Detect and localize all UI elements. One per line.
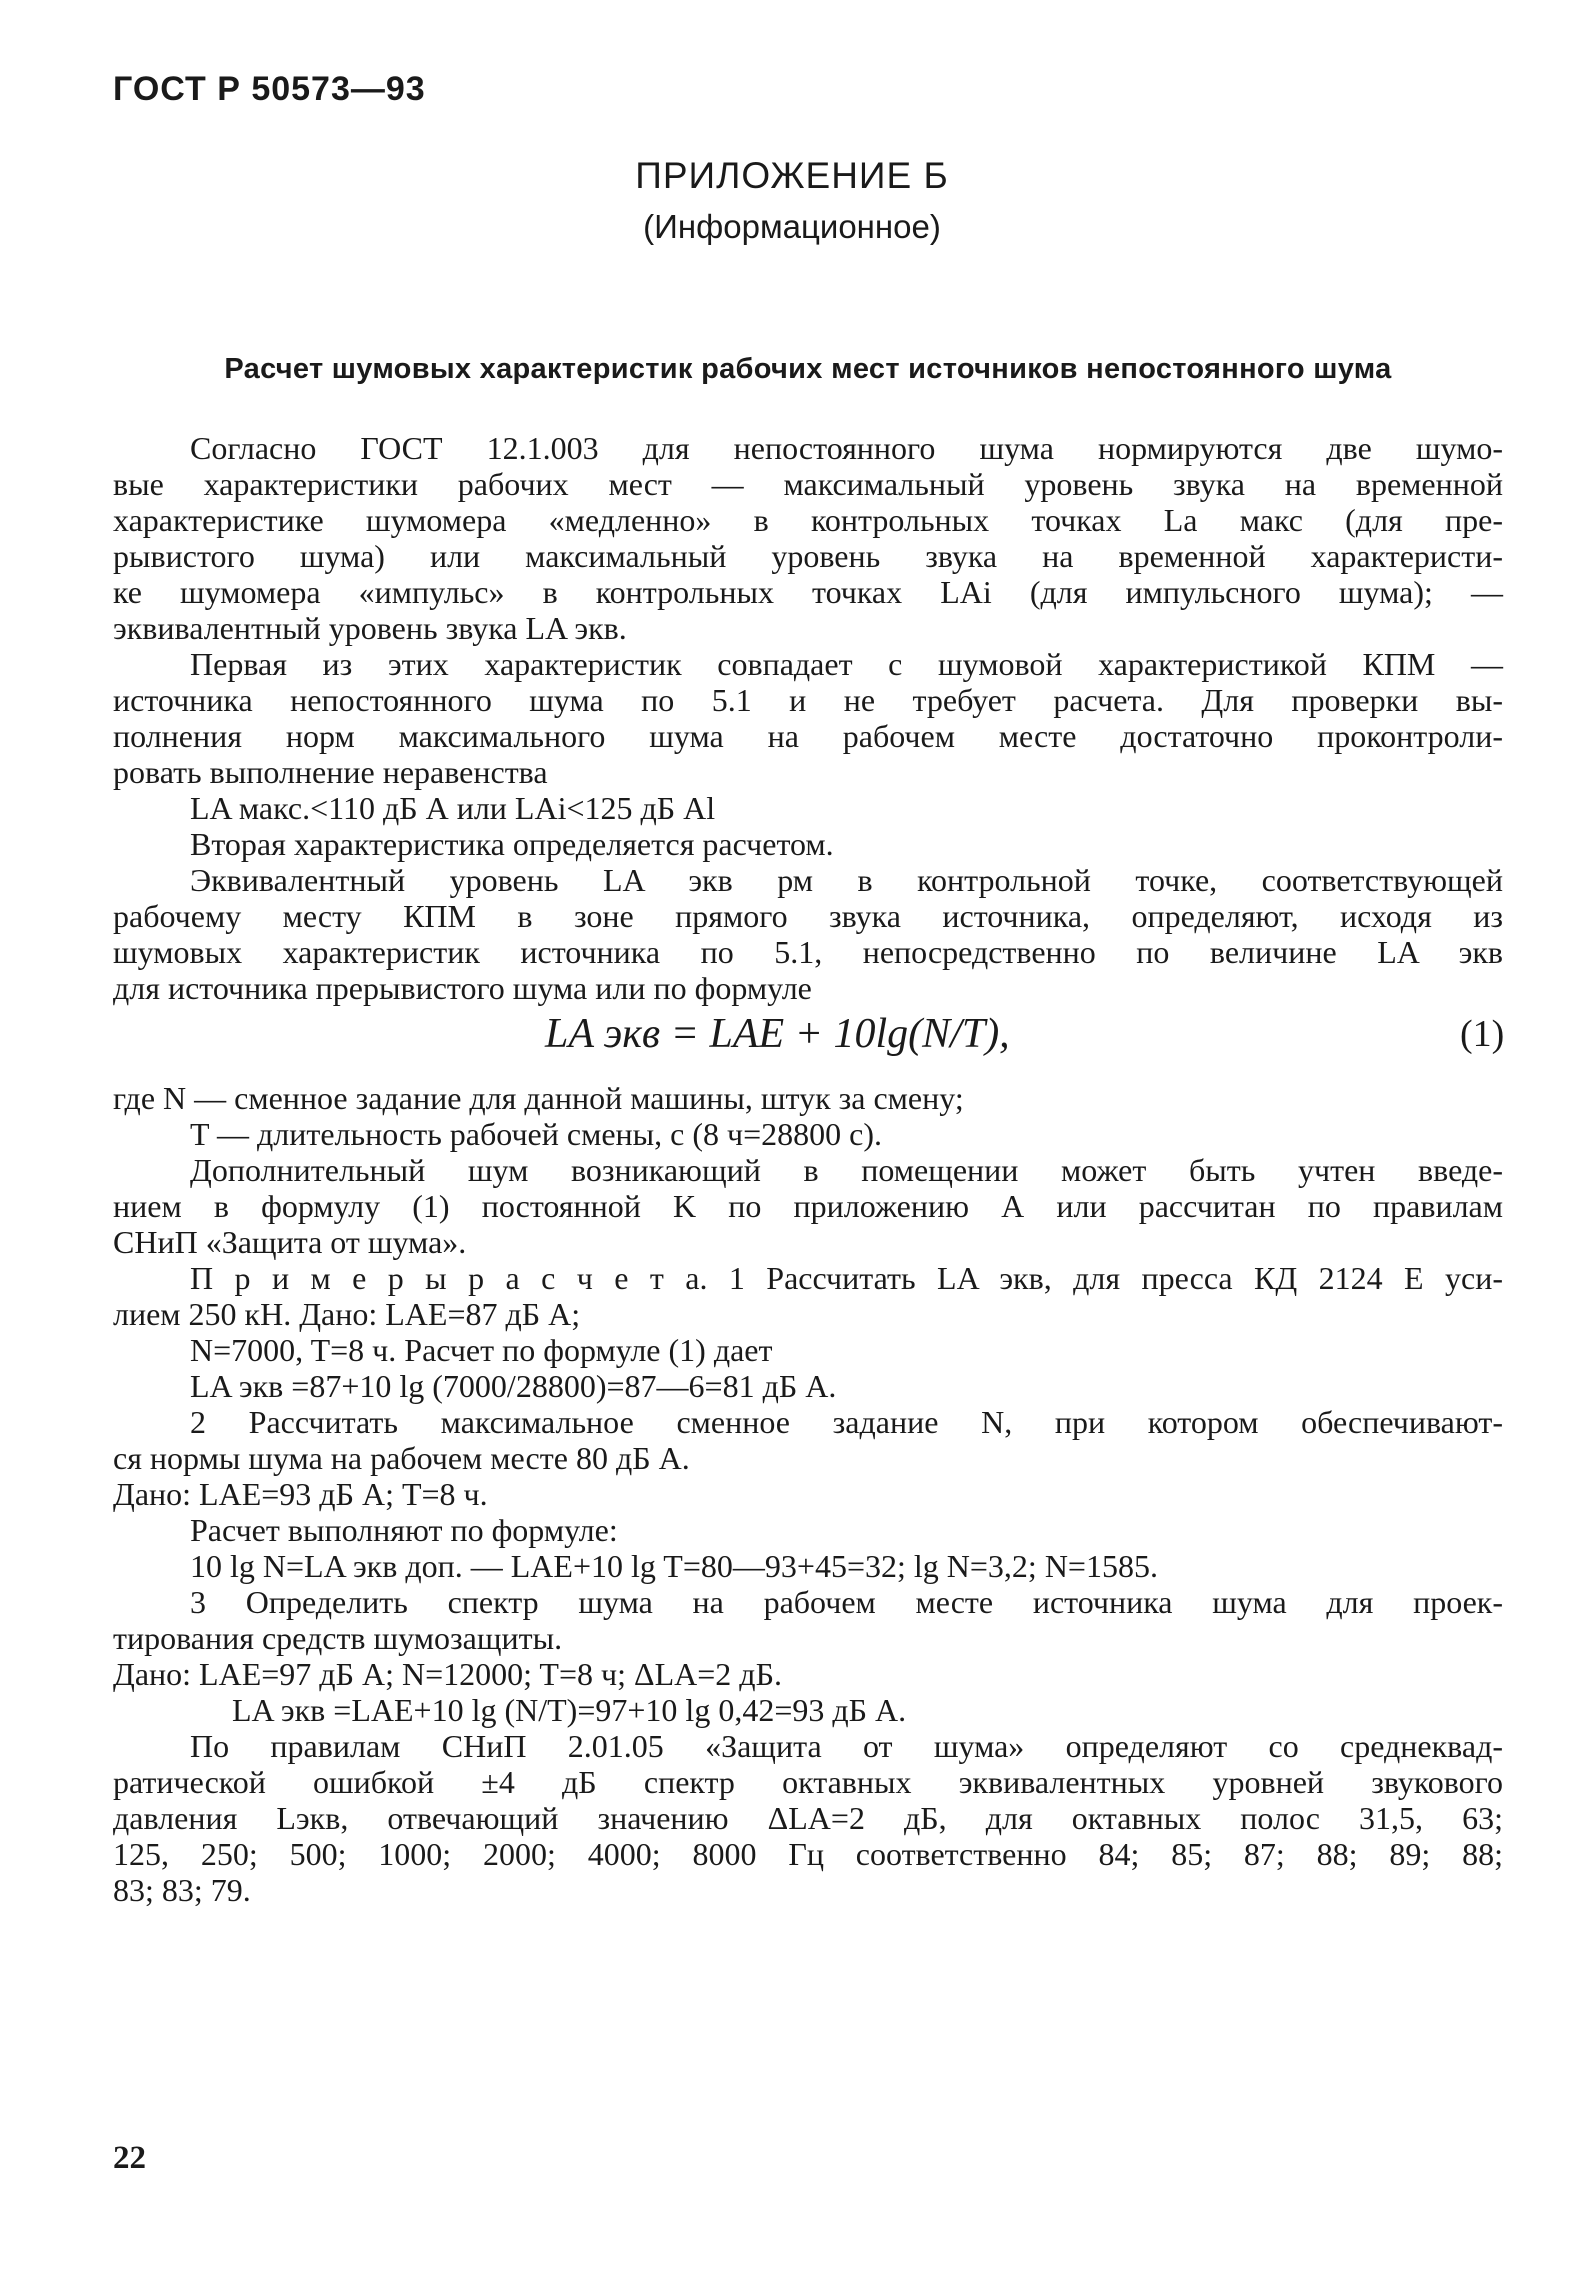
body-line: вые характеристики рабочих мест — максимальный уровень звука на временной [113, 466, 1503, 502]
body-line: ровать выполнение неравенства [113, 754, 548, 790]
appendix-subtitle: (Информационное) [643, 208, 941, 245]
body-line: для источника прерывистого шума или по формуле [113, 970, 812, 1006]
body-line: рабочему месту КПМ в зоне прямого звука источника, определяют, исходя из [113, 898, 1503, 934]
body-line: Первая из этих характеристик совпадает с шумовой характеристикой КПМ — [190, 646, 1503, 682]
body-line: рывистого шума) или максимальный уровень звука на временной характеристи- [113, 538, 1503, 574]
section-title: Расчет шумовых характеристик рабочих мест источников непостоянного шума [224, 353, 1392, 385]
body-line: 2 Рассчитать максимальное сменное задание N, при котором обеспечивают- [190, 1404, 1503, 1440]
body-line: Эквивалентный уровень LA экв рм в контрольной точке, соответствующей [190, 862, 1503, 898]
body-line: эквивалентный уровень звука LA экв. [113, 610, 627, 646]
body-line: 10 lg N=LA экв доп. — LAE+10 lg T=80—93+45=32; lg N=3,2; N=1585. [190, 1548, 1158, 1584]
body-line: СНиП «Защита от шума». [113, 1224, 467, 1260]
body-line: LA экв =LAE+10 lg (N/T)=97+10 lg 0,42=93 дБ А. [232, 1692, 907, 1728]
body-line: Дано: LAE=93 дБ А; T=8 ч. [113, 1476, 488, 1512]
example-heading-line: П р и м е р ы р а с ч е т а. 1 Рассчитать LA экв, для пресса КД 2124 Е уси- [190, 1260, 1503, 1296]
formula-number: (1) [1460, 1013, 1505, 1055]
body-line: источника непостоянного шума по 5.1 и не требует расчета. Для проверки вы- [113, 682, 1503, 718]
body-line: Вторая характеристика определяется расчетом. [190, 826, 834, 862]
body-line: Дано: LAE=97 дБ А; N=12000; T=8 ч; ΔLA=2 дБ. [113, 1656, 782, 1692]
body-line: полнения норм максимального шума на рабочем месте достаточно проконтроли- [113, 718, 1503, 754]
body-line: 3 Определить спектр шума на рабочем месте источника шума для проек- [190, 1584, 1503, 1620]
page-number: 22 [113, 2140, 146, 2176]
body-line: N=7000, T=8 ч. Расчет по формуле (1) дает [190, 1332, 773, 1368]
body-line: давления Lэкв, отвечающий значению ΔLA=2 дБ, для октавных полос 31,5, 63; [113, 1800, 1503, 1836]
inequality-line: LA макс.<110 дБ А или LAi<125 дБ Аl [190, 790, 716, 826]
appendix-title: ПРИЛОЖЕНИЕ Б [635, 155, 949, 196]
body-line: нием в формулу (1) постоянной K по приложению А или рассчитан по правилам [113, 1188, 1503, 1224]
body-line: где N — сменное задание для данной машины, штук за смену; [113, 1080, 964, 1116]
body-line: Согласно ГОСТ 12.1.003 для непостоянного шума нормируются две шумо- [190, 430, 1503, 466]
body-line: лием 250 кН. Дано: LAE=87 дБ А; [113, 1296, 581, 1332]
body-line: ся нормы шума на рабочем месте 80 дБ А. [113, 1440, 690, 1476]
body-line: Расчет выполняют по формуле: [190, 1512, 618, 1548]
body-line: 125, 250; 500; 1000; 2000; 4000; 8000 Гц соответственно 84; 85; 87; 88; 89; 88; [113, 1836, 1503, 1872]
body-line: По правилам СНиП 2.01.05 «Защита от шума» определяют со среднеквад- [190, 1728, 1503, 1764]
body-line: ке шумомера «импульс» в контрольных точках LAi (для импульсного шума); — [113, 574, 1503, 610]
body-line: LA экв =87+10 lg (7000/28800)=87—6=81 дБ А. [190, 1368, 837, 1404]
body-line: характеристике шумомера «медленно» в контрольных точках Lа макс (для пре- [113, 502, 1503, 538]
body-line: ратической ошибкой ±4 дБ спектр октавных эквивалентных уровней звукового [113, 1764, 1503, 1800]
formula: LA экв = LAE + 10lg(N/T), [545, 1011, 1010, 1057]
body-line: 83; 83; 79. [113, 1872, 251, 1908]
body-line: T — длительность рабочей смены, с (8 ч=28800 с). [190, 1116, 883, 1152]
body-line: тирования средств шумозащиты. [113, 1620, 563, 1656]
standard-code: ГОСТ Р 50573—93 [113, 70, 426, 108]
body-line: шумовых характеристик источника по 5.1, непосредственно по величине LA экв [113, 934, 1503, 970]
body-line: Дополнительный шум возникающий в помещении может быть учтен введе- [190, 1152, 1503, 1188]
